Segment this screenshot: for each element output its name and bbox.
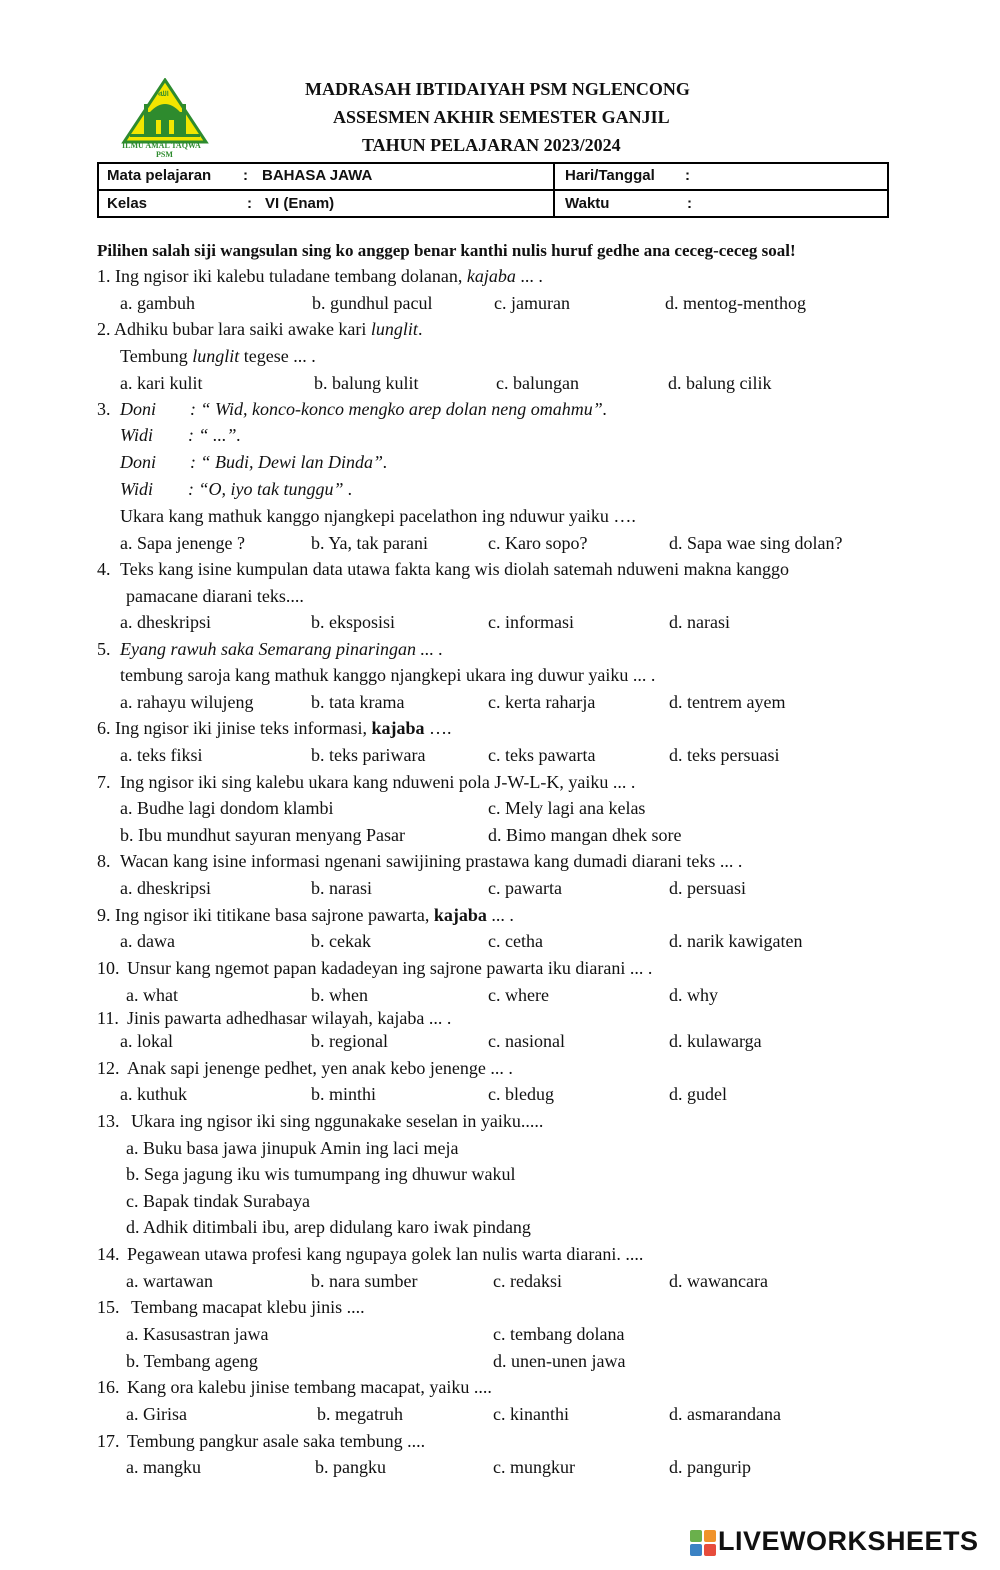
subject-value: BAHASA JAWA [262,167,373,184]
q1-option-d[interactable]: d. mentog-menthog [665,293,806,313]
q17-option-a[interactable]: a. mangku [126,1457,201,1477]
q-text-end: ... . [515,266,543,286]
q14-number: 14. [97,1244,120,1264]
header-assessment: ASSESMEN AKHIR SEMESTER GANJIL [333,107,670,127]
q5-option-d[interactable]: d. tentrem ayem [669,692,786,712]
q13-number: 13. [97,1111,120,1131]
q-emphasis: lunglit [370,319,418,339]
q14-option-c[interactable]: c. redaksi [493,1271,562,1291]
q7-option-a[interactable]: a. Budhe lagi dondom klambi [120,798,334,818]
q4-option-a[interactable]: a. dheskripsi [120,612,211,632]
q12-option-d[interactable]: d. gudel [669,1084,727,1104]
q-number: 9. [97,905,111,925]
q8-option-c[interactable]: c. pawarta [488,878,562,898]
q5-option-a[interactable]: a. rahayu wilujeng [120,692,254,712]
question-2 [97,318,422,340]
q16-option-d[interactable]: d. asmarandana [669,1404,781,1424]
q7-option-b[interactable]: b. Ibu mundhut sayuran menyang Pasar [120,825,405,845]
q-text: Ing ngisor iki titikane basa sajrone pawarta, [115,905,434,925]
q17-option-b[interactable]: b. pangku [315,1457,386,1477]
day-label: Hari/Tanggal [565,167,655,184]
q17-option-c[interactable]: c. mungkur [493,1457,575,1477]
q8-option-b[interactable]: b. narasi [311,878,372,898]
question-9 [97,904,514,926]
q10-option-b[interactable]: b. when [311,985,368,1005]
q1-option-a[interactable]: a. gambuh [120,293,195,313]
q12-option-c[interactable]: c. bledug [488,1084,554,1104]
header-school: MADRASAH IBTIDAIYAH PSM NGLENCONG [305,79,690,99]
day-sep: : [685,167,690,184]
q1-option-c[interactable]: c. jamuran [494,293,570,313]
q7-text: Ing ngisor iki sing kalebu ukara kang nduweni pola J-W-L-K, yaiku ... . [120,772,636,792]
q11-option-d[interactable]: d. kulawarga [669,1031,762,1051]
q14-option-d[interactable]: d. wawancara [669,1271,768,1291]
school-logo [120,78,210,160]
q3-speaker-2: Widi [120,425,154,445]
q10-option-c[interactable]: c. where [488,985,549,1005]
q17-option-d[interactable]: d. pangurip [669,1457,751,1477]
q3-line-1: : “ Wid, konco-konco mengko arep dolan neng omahmu”. [190,399,608,419]
q12-text: Anak sapi jenenge pedhet, yen anak kebo jenenge ... . [127,1058,513,1078]
q3-question: Ukara kang mathuk kanggo njangkepi pacelathon ing nduwur yaiku …. [120,506,636,526]
q3-option-a[interactable]: a. Sapa jenenge ? [120,533,245,553]
q13-option-d[interactable]: d. Adhik ditimbali ibu, arep didulang karo iwak pindang [126,1217,531,1237]
subject-sep: : [243,167,248,184]
q3-option-b[interactable]: b. Ya, tak parani [311,533,428,553]
q-text-end: …. [424,718,452,738]
q15-text: Tembang macapat klebu jinis .... [131,1297,365,1317]
q7-number: 7. [97,772,111,792]
q13-option-b[interactable]: b. Sega jagung iku wis tumumpang ing dhuwur wakul [126,1164,516,1184]
q-text: Tembung [120,346,193,366]
q6-option-d[interactable]: d. teks persuasi [669,745,780,765]
q15-number: 15. [97,1297,120,1317]
class-value: VI (Enam) [265,195,335,212]
q11-option-c[interactable]: c. nasional [488,1031,565,1051]
liveworksheets-logo-icon [690,1530,716,1556]
q4-number: 4. [97,559,111,579]
q7-option-c[interactable]: c. Mely lagi ana kelas [488,798,646,818]
q3-speaker-1: Doni [120,399,156,419]
q15-option-c[interactable]: c. tembang dolana [493,1324,625,1344]
question-6 [97,717,452,739]
q8-text: Wacan kang isine informasi ngenani sawijining prastawa kang dumadi diarani teks ... . [120,851,743,871]
logo-caption: ILMU AMAL TAQWA [122,141,201,150]
question-1 [97,265,543,287]
q16-text: Kang ora kalebu jinise tembang macapat, yaiku .... [127,1377,492,1397]
q3-number: 3. [97,399,111,419]
q9-option-b[interactable]: b. cekak [311,931,371,951]
q9-option-c[interactable]: c. cetha [488,931,543,951]
q-emphasis: kajaba [433,905,487,925]
q-text-end: ... . [486,905,514,925]
q-number: 1. [97,266,111,286]
q-emphasis: lunglit [192,346,240,366]
logo-top-text: ﷲ [158,88,164,98]
q10-option-d[interactable]: d. why [669,985,718,1005]
q16-option-a[interactable]: a. Girisa [126,1404,187,1424]
q3-speaker-3: Doni [120,452,156,472]
q-number: 6. [97,718,111,738]
q4-text-line-2: pamacane diarani teks.... [126,586,304,606]
q-emphasis: kajaba [466,266,516,286]
q14-text: Pegawean utawa profesi kang ngupaya golek lan nulis warta diarani. .... [127,1244,644,1264]
q14-option-a[interactable]: a. wartawan [126,1271,213,1291]
q10-text: Unsur kang ngemot papan kadadeyan ing sajrone pawarta iku diarani ... . [127,958,653,978]
q2-option-c[interactable]: c. balungan [496,373,579,393]
q16-number: 16. [97,1377,120,1397]
q5-option-b[interactable]: b. tata krama [311,692,405,712]
q1-option-b[interactable]: b. gundhul pacul [312,293,433,313]
q13-text: Ukara ing ngisor iki sing nggunakake seselan in yaiku..... [131,1111,544,1131]
q5-text-line-2: tembung saroja kang mathuk kanggo njangkepi ukara ing duwur yaiku ... . [120,665,656,685]
q17-text: Tembung pangkur asale saka tembung .... [127,1431,426,1451]
q16-option-b[interactable]: b. megatruh [317,1404,403,1424]
time-label: Waktu [565,195,610,212]
info-table-divider [97,189,887,191]
q11-option-a[interactable]: a. lokal [120,1031,173,1051]
q8-number: 8. [97,851,111,871]
q11-option-b[interactable]: b. regional [311,1031,388,1051]
info-table-column-divider [553,162,555,216]
q-text: Ing ngisor iki jinise teks informasi, [115,718,372,738]
q15-option-a[interactable]: a. Kasusastran jawa [126,1324,269,1344]
class-label: Kelas [107,195,148,212]
q2-option-a[interactable]: a. kari kulit [120,373,203,393]
q13-option-a[interactable]: a. Buku basa jawa jinupuk Amin ing laci meja [126,1138,459,1158]
q3-option-d[interactable]: d. Sapa wae sing dolan? [669,533,843,553]
q5-text-line-1: Eyang rawuh saka Semarang pinaringan ... . [120,639,443,659]
q3-speaker-4: Widi [120,479,154,499]
q10-option-a[interactable]: a. what [126,985,178,1005]
q4-option-c[interactable]: c. informasi [488,612,574,632]
time-sep: : [687,195,692,212]
q7-option-d[interactable]: d. Bimo mangan dhek sore [488,825,682,845]
q4-option-d[interactable]: d. narasi [669,612,730,632]
q-emphasis: kajaba [371,718,425,738]
q3-line-2: : “ ...”. [188,425,242,445]
q2-option-b[interactable]: b. balung kulit [314,373,419,393]
q6-option-b[interactable]: b. teks pariwara [311,745,426,765]
instruction: Pilihen salah siji wangsulan sing ko anggep benar kanthi nulis huruf gedhe ana ceceg-ceceg soal! [97,241,796,260]
q8-option-d[interactable]: d. persuasi [669,878,746,898]
q-text: Adhiku bubar lara saiki awake kari [114,319,371,339]
q17-number: 17. [97,1431,120,1451]
q8-option-a[interactable]: a. dheskripsi [120,878,211,898]
class-sep: : [247,195,252,212]
q3-option-c[interactable]: c. Karo sopo? [488,533,588,553]
q2-option-d[interactable]: d. balung cilik [668,373,772,393]
q12-number: 12. [97,1058,120,1078]
q10-number: 10. [97,958,120,978]
q12-option-b[interactable]: b. minthi [311,1084,377,1104]
subject-label: Mata pelajaran [107,167,212,184]
logo-sub: PSM [156,150,173,159]
q12-option-a[interactable]: a. kuthuk [120,1084,187,1104]
q9-option-a[interactable]: a. dawa [120,931,175,951]
q6-option-c[interactable]: c. teks pawarta [488,745,596,765]
q11-number: 11. [97,1008,119,1028]
header-year: TAHUN PELAJARAN 2023/2024 [362,135,621,155]
q15-option-b[interactable]: b. Tembang ageng [126,1351,258,1371]
q15-option-d[interactable]: d. unen-unen jawa [493,1351,626,1371]
q9-option-d[interactable]: d. narik kawigaten [669,931,803,951]
q-text-end: . [417,319,423,339]
q2-line2 [120,345,316,367]
q16-option-c[interactable]: c. kinanthi [493,1404,569,1424]
liveworksheets-brand[interactable]: LIVEWORKSHEETS [718,1526,979,1556]
q5-number: 5. [97,639,111,659]
q-number: 2. [97,319,111,339]
q4-text-line-1: Teks kang isine kumpulan data utawa fakta kang wis diolah satemah nduweni makna kanggo [120,559,790,579]
q14-option-b[interactable]: b. nara sumber [311,1271,418,1291]
q-text-end: tegese ... . [239,346,316,366]
q13-option-c[interactable]: c. Bapak tindak Surabaya [126,1191,310,1211]
q6-option-a[interactable]: a. teks fiksi [120,745,203,765]
q5-option-c[interactable]: c. kerta raharja [488,692,596,712]
q4-option-b[interactable]: b. eksposisi [311,612,396,632]
q3-line-3: : “ Budi, Dewi lan Dinda”. [190,452,388,472]
q-text: Ing ngisor iki kalebu tuladane tembang dolanan, [115,266,467,286]
q11-text: Jinis pawarta adhedhasar wilayah, kajaba ... . [127,1008,452,1028]
q3-line-4: : “O, iyo tak tunggu” . [188,479,353,499]
